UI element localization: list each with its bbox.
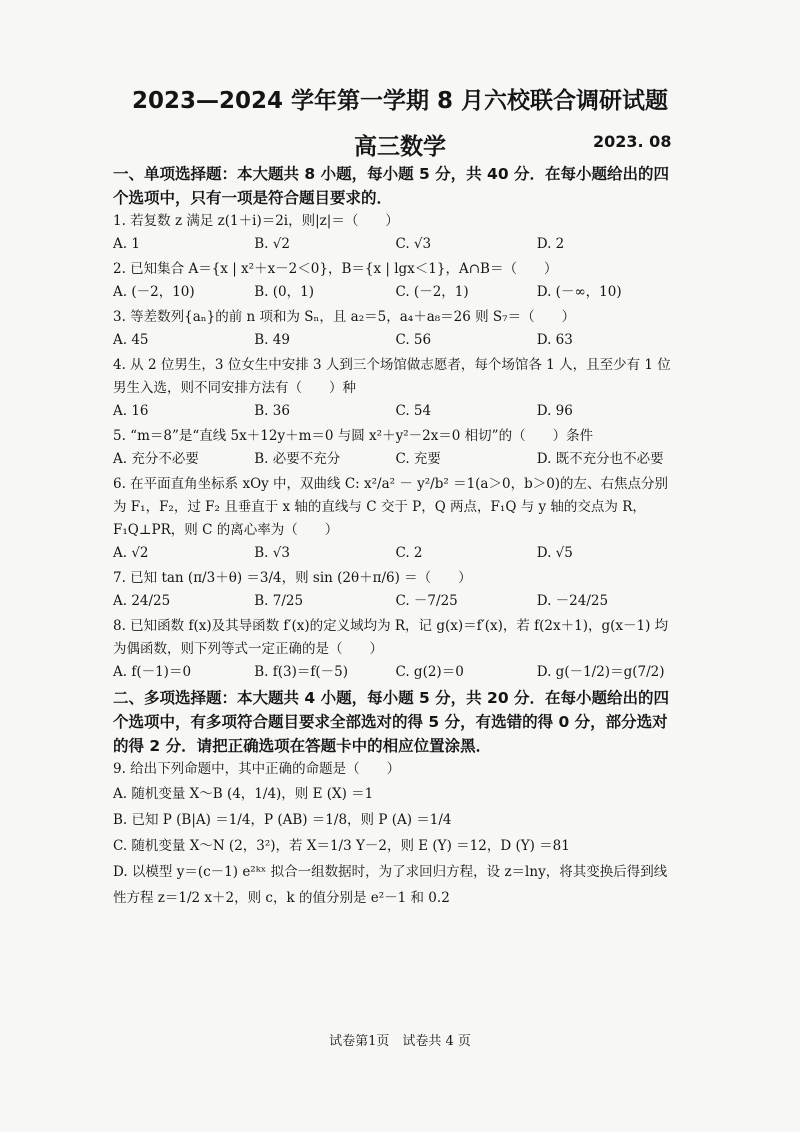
option-b: B. 49 xyxy=(254,332,290,348)
exam-subject: 高三数学 xyxy=(354,134,446,160)
option-d: D. 2 xyxy=(536,236,565,252)
option-d: D. 既不充分也不必要 xyxy=(536,451,664,467)
option-d: D. (－∞，10) xyxy=(536,284,622,300)
question-8: 8. 已知函数 f(x)及其导函数 f′(x)的定义域均为 R，记 g(x)＝f′(x)，若 f(2x＋1)，g(x－1) 均为偶函数，则下列等式一定正确的是（ ） xyxy=(113,618,669,657)
option-c: C. √3 xyxy=(395,236,432,252)
question-2-options xyxy=(113,281,678,304)
question-3: 3. 等差数列{aₙ}的前 n 项和为 Sₙ，且 a₂＝5，a₄＋a₈＝26 则 S₇＝（ ） xyxy=(113,309,576,325)
option-c: C. g(2)＝0 xyxy=(395,664,464,680)
question-7: 7. 已知 tan (π/3＋θ) ＝3/4，则 sin (2θ＋π/6) ＝（ ） xyxy=(113,570,472,586)
option-c: C. (－2，1) xyxy=(395,284,469,300)
question-6-options xyxy=(113,542,678,565)
option-b: B. (0，1) xyxy=(254,284,314,300)
option-d: D. －24/25 xyxy=(536,593,609,609)
option-a: A. 充分不必要 xyxy=(113,451,199,467)
option-c: C. 充要 xyxy=(395,451,441,467)
exam-content xyxy=(113,160,678,911)
question-9: 9. 给出下列命题中，其中正确的命题是（ ） xyxy=(113,761,401,777)
option-a: A. (－2，10) xyxy=(113,284,195,300)
option-c: C. 2 xyxy=(395,545,423,561)
exam-title: 2023—2024 学年第一学期 8 月六校联合调研试题 xyxy=(131,88,669,114)
question-5-options xyxy=(113,448,678,471)
question-1-options xyxy=(113,233,678,256)
option-d: D. g(－1/2)＝g(7/2) xyxy=(536,664,665,680)
option-b: B. 7/25 xyxy=(254,593,304,609)
option-a: A. f(－1)＝0 xyxy=(113,664,192,680)
question-6: 6. 在平面直角坐标系 xOy 中，双曲线 C: x²/a² － y²/b² ＝1(a＞0，b＞0)的左、右焦点分别为 F₁，F₂，过 F₂ 且垂直于 x 轴的直线与 C 交于 P，Q 两点，F₁Q 与 y 轴的交点为 R，F₁Q⊥PR，则 C 的离心率为（ ） xyxy=(113,476,669,538)
option-c: C. 54 xyxy=(395,403,432,419)
question-5: 5. “m＝8”是“直线 5x＋12y＋m＝0 与圆 x²＋y²－2x＝0 相切”的（ ）条件 xyxy=(113,428,594,444)
option-a: A. 16 xyxy=(113,403,149,419)
option-c: C. 56 xyxy=(395,332,432,348)
question-9-option-a: A. 随机变量 X～B (4，1/4)，则 E (X) ＝1 xyxy=(113,786,374,802)
question-1: 1. 若复数 z 满足 z(1＋i)＝2i，则|z|＝（ ） xyxy=(113,213,399,229)
question-2: 2. 已知集合 A＝{x | x²＋x－2＜0}，B＝{x | lgx＜1}，A∩B＝（ ） xyxy=(113,261,558,277)
option-a: A. 24/25 xyxy=(113,593,171,609)
option-d: D. 96 xyxy=(536,403,573,419)
question-8-options xyxy=(113,661,678,684)
page-footer: 试卷第1页 试卷共 4 页 xyxy=(329,1034,471,1049)
question-4-options xyxy=(113,400,678,423)
question-9-option-b: B. 已知 P (B|A) ＝1/4，P (AB) ＝1/8，则 P (A) ＝1/4 xyxy=(113,812,452,828)
question-4: 4. 从 2 位男生，3 位女生中安排 3 人到三个场馆做志愿者，每个场馆各 1 人，且至少有 1 位男生入选，则不同安排方法有（ ）种 xyxy=(113,357,671,396)
section-heading-single-choice: 一、单项选择题：本大题共 8 小题，每小题 5 分，共 40 分．在每小题给出的四个选项中，只有一项是符合题目要求的． xyxy=(113,165,670,207)
option-b: B. 必要不充分 xyxy=(254,451,341,467)
section-heading-multi-choice: 二、多项选择题：本大题共 4 小题，每小题 5 分，共 20 分．在每小题给出的四个选项中，有多项符合题目要求全部选对的得 5 分，有选错的得 0 分，部分选对的得 2 分．请把正确选项在答题卡中的相应位置涂黑． xyxy=(113,689,670,755)
question-9-option-d: D. 以模型 y＝(c－1) e²ᵏˣ 拟合一组数据时，为了求回归方程，设 z＝lny，将其变换后得到线性方程 z＝1/2 x＋2，则 c，k 的值分别是 e²－1 和 0.2 xyxy=(113,864,668,906)
option-b: B. √2 xyxy=(254,236,290,252)
option-b: B. f(3)＝f(－5) xyxy=(254,664,348,680)
question-9-option-c: C. 随机变量 X～N (2，3²)，若 X＝1/3 Y－2，则 E (Y) ＝12，D (Y) ＝81 xyxy=(113,838,570,854)
question-7-options xyxy=(113,590,678,613)
option-c: C. －7/25 xyxy=(395,593,458,609)
exam-date: 2023. 08 xyxy=(593,132,672,151)
option-d: D. √5 xyxy=(536,545,573,561)
option-a: A. 1 xyxy=(113,236,140,252)
option-a: A. 45 xyxy=(113,332,149,348)
question-3-options xyxy=(113,329,678,352)
option-d: D. 63 xyxy=(536,332,573,348)
option-b: B. √3 xyxy=(254,545,290,561)
option-b: B. 36 xyxy=(254,403,290,419)
option-a: A. √2 xyxy=(113,545,149,561)
